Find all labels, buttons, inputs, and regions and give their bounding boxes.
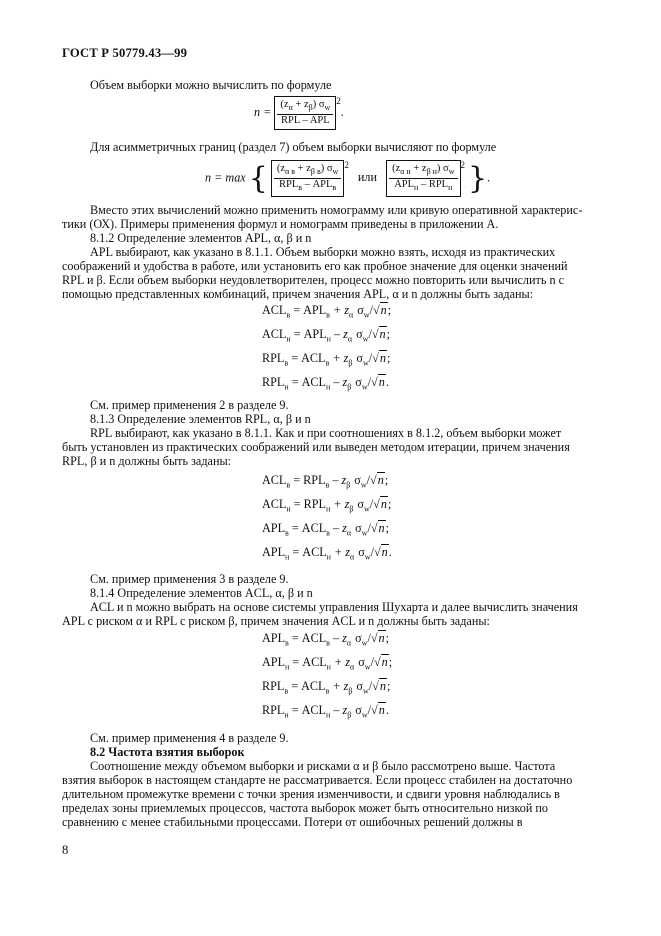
formula2-lhs: n = max <box>205 170 246 185</box>
eq-mid-sub: в <box>326 638 330 648</box>
eq-slash: / <box>369 303 373 317</box>
eq-z-sub: β <box>346 480 351 490</box>
eq-sigma-sub: w <box>360 480 367 490</box>
paragraph-asymmetric-intro: Для асимметричных границ (раздел 7) объем выборки вычисляют по формуле <box>90 140 497 154</box>
equation-line <box>262 679 390 699</box>
eq-lhs: RPL <box>262 351 285 365</box>
eq-op: – z <box>330 327 348 341</box>
eq-lhs: APL <box>262 521 286 535</box>
eq-op: – z <box>329 521 347 535</box>
equation-line <box>262 303 391 323</box>
eq-sigma: σ <box>356 327 363 341</box>
sqrt-icon: √ <box>370 521 378 535</box>
eq-op: + z <box>330 655 350 669</box>
eq-sigma-sub: w <box>361 382 368 392</box>
eq-op: – z <box>330 703 348 717</box>
eq-sqrt-n: n <box>381 545 388 559</box>
sqrt-icon: √ <box>370 631 378 645</box>
equation-line <box>262 703 389 723</box>
eq-sqrt-n: n <box>379 327 386 341</box>
eq-mid: = APL <box>290 303 327 317</box>
eq-z-sub: α <box>346 528 352 538</box>
eq-sqrt-n: n <box>379 679 386 693</box>
eq-slash: / <box>368 327 372 341</box>
formula2-power-2: 2 <box>460 160 465 170</box>
eq-lhs-sub: н <box>284 710 289 720</box>
sqrt-icon: √ <box>373 497 380 511</box>
section-8-1-2-title: 8.1.2 Определение элементов APL, α, β и n <box>90 231 312 245</box>
eq-op: – z <box>329 473 347 487</box>
eq-sigma-sub: w <box>362 686 369 696</box>
eq-mid: = ACL <box>289 655 327 669</box>
formula2-numerator-2: $(z_{\alpha н} + z_{\beta н})$ $\sigma_w$ <box>389 163 457 179</box>
eq-lhs-sub: н <box>286 504 291 514</box>
eq-tail: . <box>385 703 389 717</box>
eq-z-sub: β <box>348 686 353 696</box>
eq-sigma-sub: w <box>364 552 371 562</box>
paragraph-nomogram-line-2: тики (ОХ). Примеры применения формул и номограмм приведены в приложении А. <box>62 217 499 231</box>
sqrt-icon: √ <box>372 303 380 317</box>
eq-sigma: σ <box>355 521 362 535</box>
equation-line <box>262 375 389 395</box>
eq-lhs: ACL <box>262 473 287 487</box>
eq-tail: ; <box>387 303 392 317</box>
section-8-2-line-2: взятия выборок в настоящем стандарте не рассматривается. Если процесс стабилен на достаточно <box>62 773 573 787</box>
eq-z-sub: β <box>348 358 353 368</box>
eq-slash: / <box>369 497 374 511</box>
formula-sample-size <box>254 96 344 130</box>
eq-sigma-sub: w <box>364 662 371 672</box>
eq-mid: = ACL <box>288 375 326 389</box>
eq-lhs-sub: в <box>285 528 289 538</box>
eq-tail: ; <box>385 521 390 535</box>
eq-lhs-sub: в <box>284 686 289 696</box>
section-8-1-4-line-1: ACL и n можно выбрать на основе системы управления Шухарта и далее вычислить значения <box>90 600 578 614</box>
eq-op: + z <box>329 303 349 317</box>
eq-sigma: σ <box>355 631 362 645</box>
eq-tail: ; <box>385 631 390 645</box>
formula-fraction <box>277 99 333 127</box>
equation-line <box>262 351 390 371</box>
eq-sigma: σ <box>358 655 365 669</box>
eq-sqrt-n: n <box>377 473 384 487</box>
formula2-fraction-2 <box>389 163 457 194</box>
eq-tail: ; <box>386 679 391 693</box>
formula2-power-1: 2 <box>344 160 349 170</box>
formula2-open-brace: { <box>248 160 268 196</box>
sqrt-icon: √ <box>372 351 379 365</box>
eq-mid-sub: н <box>326 552 331 562</box>
see-example-3: См. пример применения 3 в разделе 9. <box>90 572 289 586</box>
eq-lhs-sub: в <box>285 638 289 648</box>
eq-lhs: APL <box>262 631 286 645</box>
section-8-1-4-line-2: APL с риском α и RPL с риском β, причем значения ACL и n должны быть заданы: <box>62 614 490 628</box>
eq-mid-sub: в <box>326 528 330 538</box>
eq-z-sub: α <box>349 310 354 320</box>
sqrt-icon: √ <box>372 679 379 693</box>
eq-lhs-sub: в <box>284 358 289 368</box>
eq-mid: = RPL <box>290 497 326 511</box>
equation-line <box>262 473 388 493</box>
section-8-1-4-title: 8.1.4 Определение элементов ACL, α, β и n <box>90 586 313 600</box>
eq-mid: = ACL <box>288 351 326 365</box>
sqrt-icon: √ <box>373 655 381 669</box>
eq-sigma-sub: w <box>361 528 368 538</box>
eq-tail: ; <box>386 327 391 341</box>
eq-slash: / <box>368 351 373 365</box>
formula2-denominator-1: $RPL_в - APL_в$ <box>279 179 337 193</box>
eq-op: – z <box>330 375 348 389</box>
eq-lhs-sub: н <box>285 552 290 562</box>
eq-op: + z <box>330 497 350 511</box>
section-8-1-3-line-2: быть установлен из практических соображений или выведен методом итерации, причем значения <box>62 440 570 454</box>
eq-sqrt-n: n <box>380 497 387 511</box>
eq-mid: = ACL <box>288 679 326 693</box>
equation-line <box>262 545 392 565</box>
eq-mid-sub: н <box>325 504 331 514</box>
eq-lhs: APL <box>262 655 286 669</box>
section-8-1-3-line-3: RPL, β и n должны быть заданы: <box>62 454 232 468</box>
eq-mid-sub: в <box>325 480 330 490</box>
eq-tail: . <box>388 545 392 559</box>
eq-mid: = RPL <box>290 473 326 487</box>
eq-lhs-sub: н <box>286 334 291 344</box>
sqrt-icon: √ <box>371 375 378 389</box>
eq-z-sub: α <box>346 638 352 648</box>
document-header: ГОСТ Р 50779.43—99 <box>62 46 188 60</box>
eq-tail: . <box>385 375 389 389</box>
eq-sqrt-n: n <box>378 375 385 389</box>
eq-mid-sub: н <box>325 382 331 392</box>
eq-sigma: σ <box>355 703 362 717</box>
page-number: 8 <box>62 843 69 857</box>
section-8-2-line-4: пределах зоны приемлемых процессов, частота выборок может быть относительно низкой по <box>62 801 549 815</box>
section-8-1-3-line-1: RPL выбирают, как указано в 8.1.1. Как и при соотношениях в 8.1.2, объем выборки может <box>90 426 562 440</box>
eq-lhs: RPL <box>262 679 285 693</box>
formula2-fraction-1 <box>274 163 341 194</box>
sqrt-icon: √ <box>371 327 379 341</box>
eq-mid: = ACL <box>289 545 327 559</box>
eq-z-sub: β <box>347 382 352 392</box>
section-8-1-3-title: 8.1.3 Определение элементов RPL, α, β и n <box>90 412 311 426</box>
eq-mid: = ACL <box>288 703 326 717</box>
eq-sqrt-n: n <box>378 631 385 645</box>
eq-tail: ; <box>384 473 389 487</box>
equation-line <box>262 327 390 347</box>
section-8-1-2-line-3: RPL и β. Если объем выборки неудовлетворителен, процесс можно повторить или вычислить n с <box>62 273 565 287</box>
equation-line <box>262 521 389 541</box>
formula2-numerator-1: $(z_{\alpha в} + z_{\beta в})$ $\sigma_w$ <box>274 163 341 179</box>
formula2-bracket-1 <box>271 160 344 197</box>
eq-lhs: RPL <box>262 703 285 717</box>
eq-mid: = APL <box>290 327 327 341</box>
equation-line <box>262 631 389 651</box>
equation-line <box>262 497 391 517</box>
paragraph-intro-formula: Объем выборки можно вычислить по формуле <box>90 78 332 92</box>
eq-z-sub: α <box>350 662 355 672</box>
section-8-2-line-3: длительном промежутке времени с точки зрения изменчивости, и сдвиги уровня наблюдались в <box>62 787 560 801</box>
eq-sigma: σ <box>357 497 364 511</box>
sqrt-icon: √ <box>370 473 377 487</box>
eq-sigma: σ <box>356 351 363 365</box>
formula-lhs: n = <box>254 104 272 119</box>
sqrt-icon: √ <box>371 703 378 717</box>
formula-asymmetric <box>205 160 490 197</box>
eq-mid-sub: н <box>326 334 331 344</box>
eq-lhs-sub: н <box>284 382 289 392</box>
formula2-close-brace: } <box>468 160 488 196</box>
eq-tail: ; <box>387 497 392 511</box>
eq-sigma-sub: w <box>362 334 369 344</box>
eq-sqrt-n: n <box>379 351 386 365</box>
eq-slash: / <box>367 521 371 535</box>
eq-lhs: APL <box>262 545 286 559</box>
eq-mid: = ACL <box>288 631 327 645</box>
eq-sigma: σ <box>355 375 362 389</box>
eq-mid-sub: в <box>326 310 330 320</box>
formula2-tail: . <box>487 170 491 185</box>
eq-lhs-sub: в <box>286 480 291 490</box>
eq-z-sub: α <box>347 334 353 344</box>
eq-lhs: ACL <box>262 497 287 511</box>
see-example-2: См. пример применения 2 в разделе 9. <box>90 398 289 412</box>
formula-bracket <box>274 96 336 130</box>
eq-lhs: ACL <box>262 303 287 317</box>
paragraph-nomogram-line-1: Вместо этих вычислений можно применить номограмму или кривую оперативной характерис- <box>90 203 583 217</box>
eq-op: + z <box>330 545 350 559</box>
eq-sqrt-n: n <box>380 303 387 317</box>
eq-sigma-sub: w <box>362 358 369 368</box>
eq-lhs: ACL <box>262 327 287 341</box>
formula-denominator: RPL – APL <box>281 115 330 127</box>
equation-line <box>262 655 392 675</box>
eq-sqrt-n: n <box>378 521 385 535</box>
section-8-2-title: 8.2 Частота взятия выборок <box>90 745 245 759</box>
eq-slash: / <box>366 473 371 487</box>
eq-sigma-sub: w <box>361 710 368 720</box>
eq-sigma: σ <box>358 545 365 559</box>
eq-mid-sub: в <box>325 686 330 696</box>
sqrt-icon: √ <box>373 545 381 559</box>
eq-sigma-sub: w <box>363 310 370 320</box>
see-example-4: См. пример применения 4 в разделе 9. <box>90 731 289 745</box>
eq-sigma: σ <box>354 473 361 487</box>
eq-mid-sub: в <box>325 358 330 368</box>
eq-op: + z <box>329 679 349 693</box>
formula-numerator: $(z_\alpha + z_\beta)$ $\sigma_w$ <box>277 99 333 115</box>
formula2-bracket-2 <box>386 160 460 197</box>
eq-z-sub: β <box>349 504 354 514</box>
eq-lhs-sub: в <box>286 310 291 320</box>
eq-slash: / <box>370 655 374 669</box>
eq-sigma-sub: w <box>361 638 368 648</box>
formula-tail: . <box>340 104 344 119</box>
eq-slash: / <box>367 703 372 717</box>
eq-sqrt-n: n <box>381 655 388 669</box>
eq-sigma-sub: w <box>363 504 370 514</box>
section-8-1-2-line-2: соображений и удобства в работе, или установить его как пробное значение для оценки значений <box>62 259 568 273</box>
eq-sqrt-n: n <box>378 703 385 717</box>
eq-slash: / <box>367 631 371 645</box>
section-8-2-line-1: Соотношение между объемом выборки и рисками α и β было рассмотрено выше. Частота <box>90 759 556 773</box>
eq-slash: / <box>367 375 372 389</box>
eq-slash: / <box>370 545 374 559</box>
formula-power: 2 <box>336 96 341 106</box>
section-8-1-2-line-1: APL выбирают, как указано в 8.1.1. Объем выборки можно взять, исходя из практических <box>90 245 556 259</box>
eq-op: + z <box>329 351 349 365</box>
eq-tail: ; <box>386 351 391 365</box>
formula2-or: или <box>357 170 378 185</box>
eq-lhs: RPL <box>262 375 285 389</box>
eq-sigma: σ <box>357 303 364 317</box>
eq-sigma: σ <box>356 679 363 693</box>
section-8-2-line-5: сравнению с менее стабильными процессами. Потери от ошибочных решений должны в <box>62 815 523 829</box>
eq-z-sub: β <box>347 710 352 720</box>
eq-lhs-sub: н <box>285 662 290 672</box>
formula2-denominator-2: $APL_н - RPL_н$ <box>394 179 453 193</box>
eq-mid-sub: н <box>325 710 331 720</box>
eq-tail: ; <box>388 655 393 669</box>
eq-slash: / <box>368 679 373 693</box>
eq-z-sub: α <box>350 552 355 562</box>
eq-mid-sub: н <box>326 662 331 672</box>
section-8-1-2-line-4: помощью представленных комбинаций, причем значения APL, α и n должны быть заданы: <box>62 287 534 301</box>
eq-mid: = ACL <box>288 521 327 535</box>
eq-op: – z <box>329 631 347 645</box>
